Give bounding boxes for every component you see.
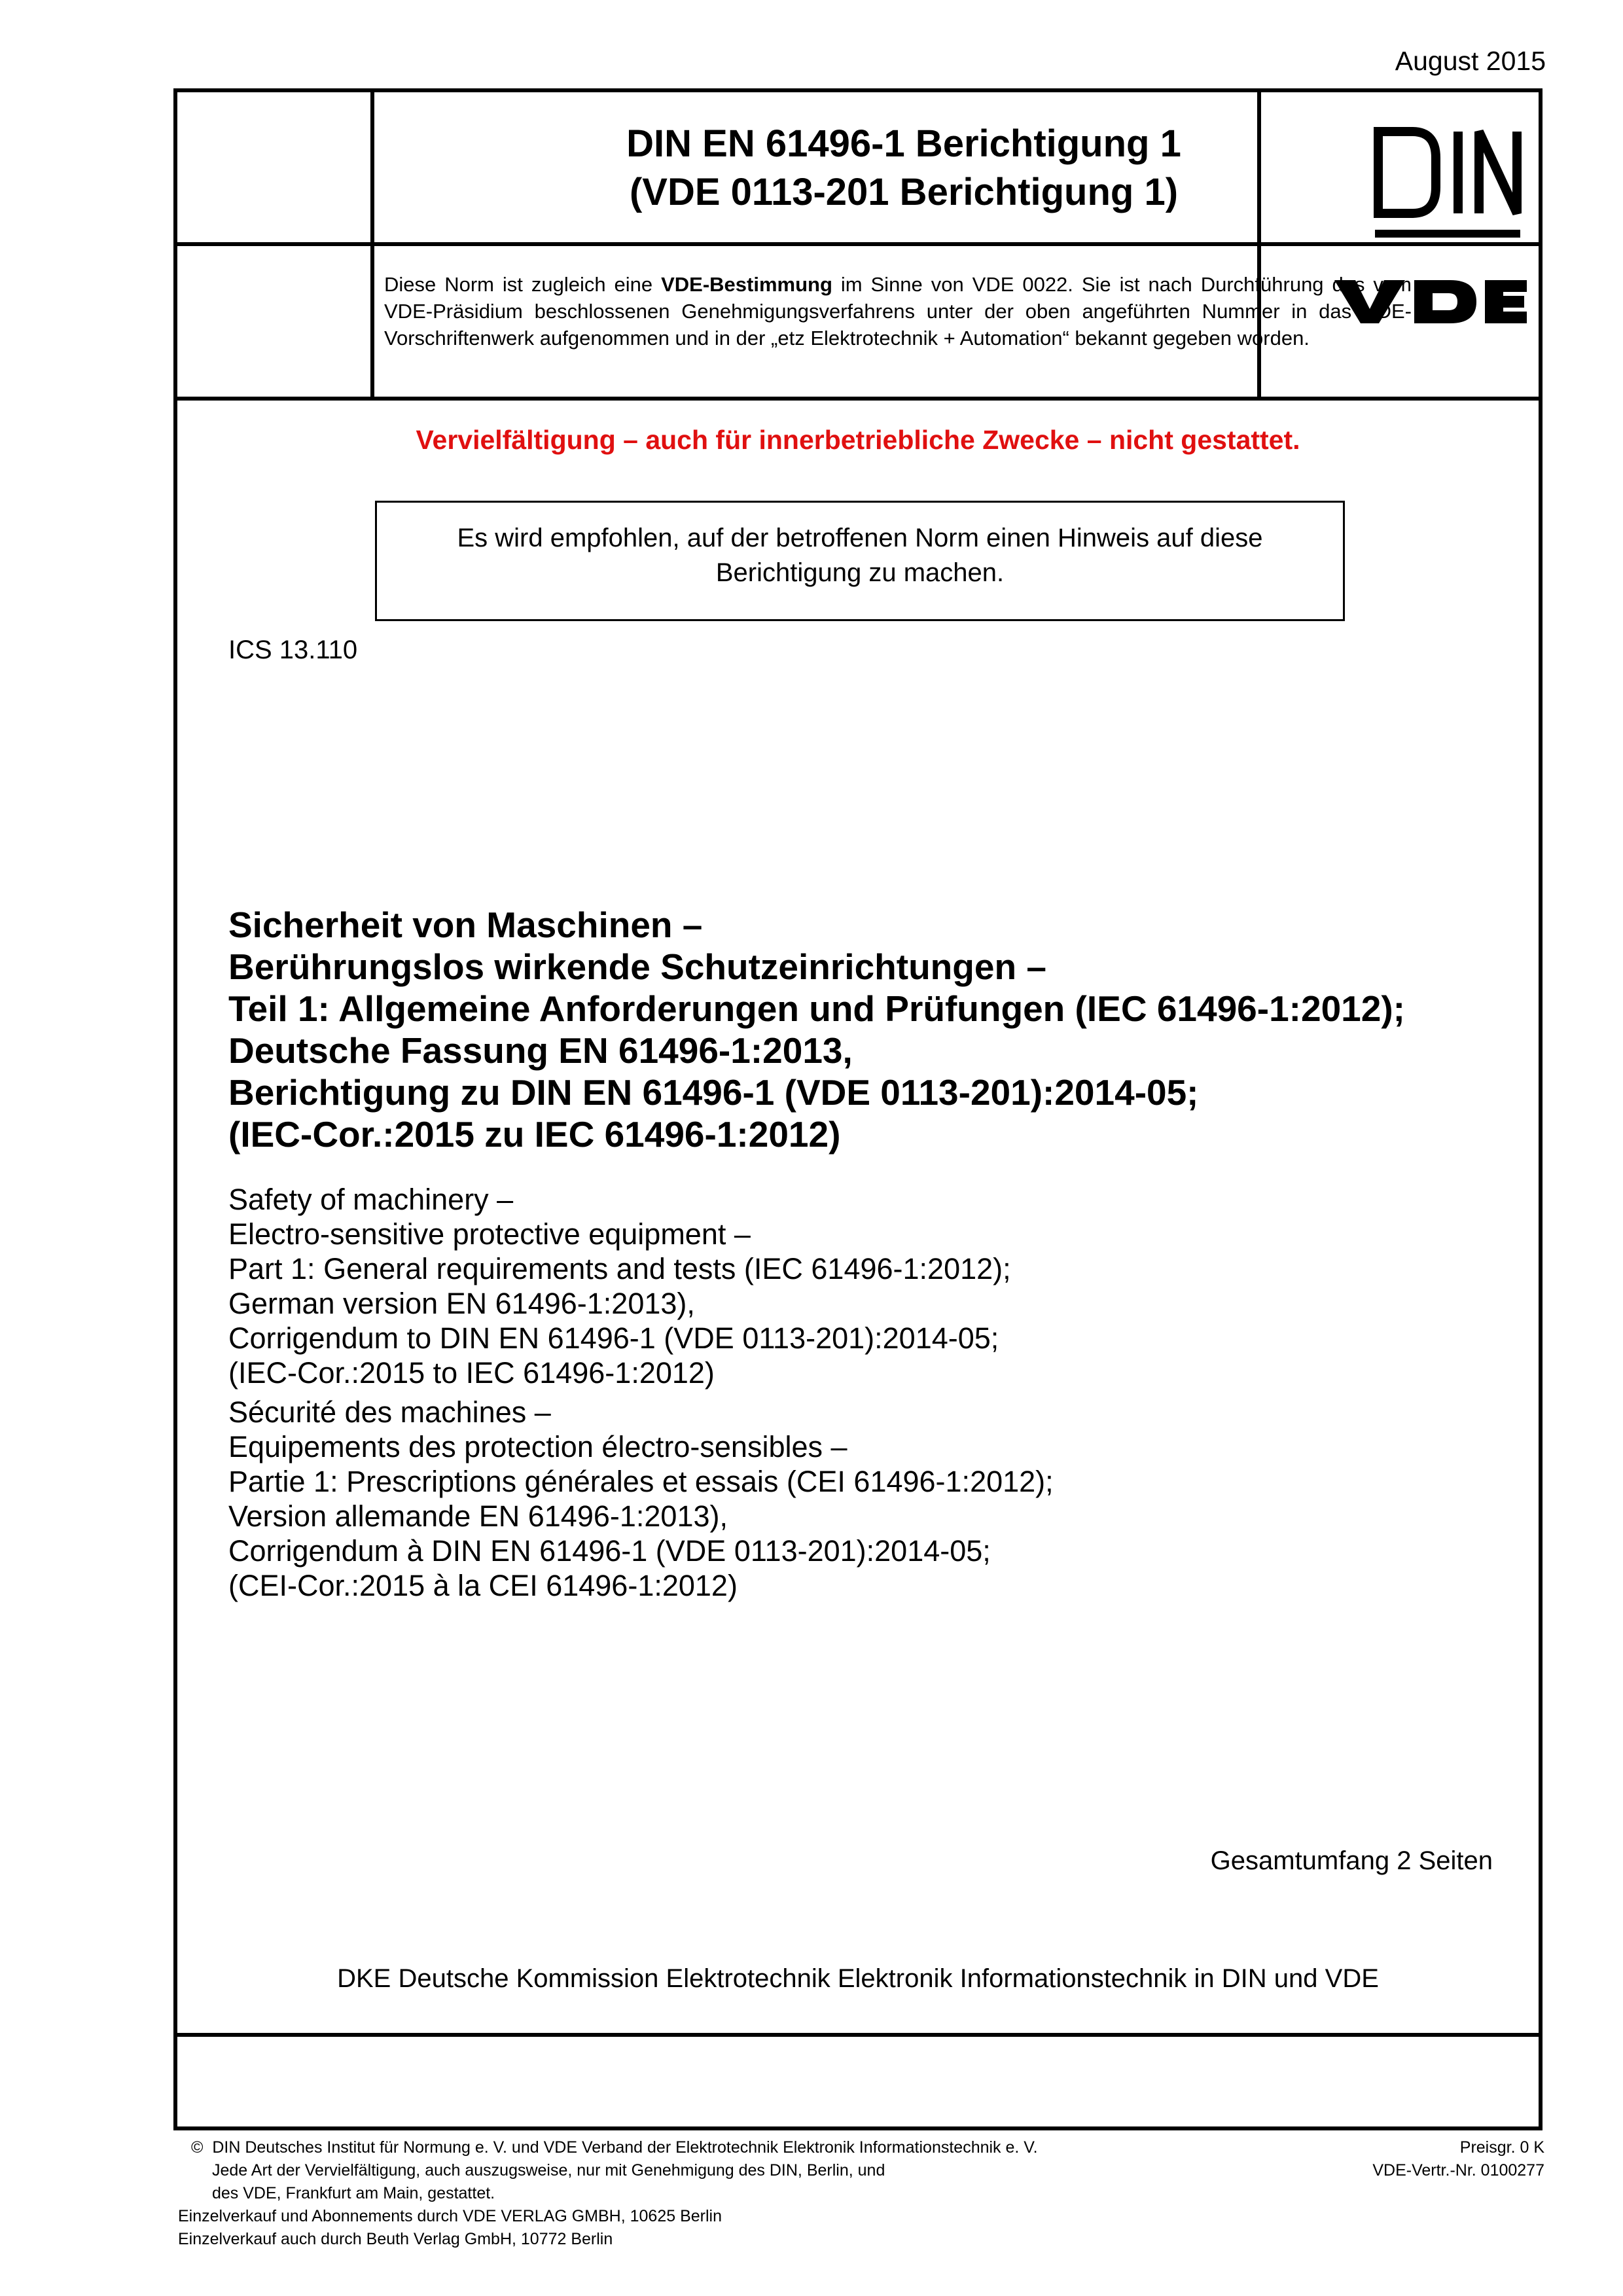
french-title: Sécurité des machines – Equipements des protection électro-sensibles – Partie 1: Prescriptions générales et essais (CEI 61496-1:2012); Version allemande EN 61496-1:2013), Corrigendum à DIN EN 61496-1 (VDE 0113-201):2014-05; (CEI-Cor.:2015 à la CEI 61496-1:2012)	[228, 1395, 1054, 1602]
divider	[177, 242, 1539, 246]
english-title: Safety of machinery – Electro-sensitive protective equipment – Part 1: General requirements and tests (IEC 61496-1:2012); German version EN 61496-1:2013), Corrigendum to DIN EN 61496-1 (VDE 0113-201):2014-05; (IEC-Cor.:2015 to IEC 61496-1:2012)	[228, 1183, 1011, 1390]
total-pages: Gesamtumfang 2 Seiten	[1210, 1846, 1493, 1875]
publication-date: August 2015	[1395, 46, 1546, 76]
committee-name: DKE Deutsche Kommission Elektrotechnik Elektronik Informationstechnik in DIN und VDE	[337, 1964, 1379, 1993]
price-group: Preisgr. 0 K	[1459, 2138, 1544, 2157]
copyright-symbol: ©	[191, 2138, 204, 2157]
din-logo	[1339, 102, 1535, 246]
footer-price-info	[1372, 2136, 1544, 2182]
recommendation-box: Es wird empfohlen, auf der betroffenen Norm einen Hinweis auf diese Berichtigung zu machen.	[375, 501, 1345, 621]
german-title: Sicherheit von Maschinen – Berührungslos wirkende Schutzeinrichtungen – Teil 1: Allgemeine Anforderungen und Prüfungen (IEC 61496-1:2012); Deutsche Fassung EN 61496-1:2013, Berichtigung zu DIN EN 61496-1 (VDE 0113-201):2014-05; (IEC-Cor.:2015 zu IEC 61496-1:2012)	[228, 905, 1405, 1155]
ics-code: ICS 13.110	[228, 636, 358, 664]
vde-regulation-notice: Diese Norm ist zugleich eine VDE-Bestimmung im Sinne von VDE 0022. Sie ist nach Durchführung des vom VDE-Präsidium beschlossenen Genehmigungsverfahrens unter der oben angeführten Nummer in das VDE-Vorschriftenwerk aufgenommen und in der „etz Elektrotechnik + Automation“ bekannt gegeben worden.	[384, 273, 1412, 350]
document-frame	[173, 88, 1543, 2130]
reproduction-warning: Vervielfältigung – auch für innerbetriebliche Zwecke – nicht gestattet.	[416, 425, 1300, 455]
standard-title: DIN EN 61496-1 Berichtigung 1 (VDE 0113-201 Berichtigung 1)	[626, 122, 1181, 213]
vde-number: VDE-Vertr.-Nr. 0100277	[1372, 2161, 1544, 2179]
vde-regulation-term: VDE-Bestimmung	[661, 273, 832, 296]
divider	[177, 2033, 1539, 2037]
divider	[177, 397, 1539, 401]
footer-copyright: © DIN Deutsches Institut für Normung e. V. und VDE Verband der Elektrotechnik Elektronik Informationstechnik e. V. Jede Art der Vervielfältigung, auch auszugsweise, nur mit Genehmigung des DIN, Berlin, und des VDE, Frankfurt am Main, gestattet. Einzelverkauf und Abonnements durch VDE VERLAG GMBH, 10625 Berlin Einzelverkauf auch durch Beuth Verlag GmbH, 10772 Berlin	[178, 2138, 1038, 2248]
